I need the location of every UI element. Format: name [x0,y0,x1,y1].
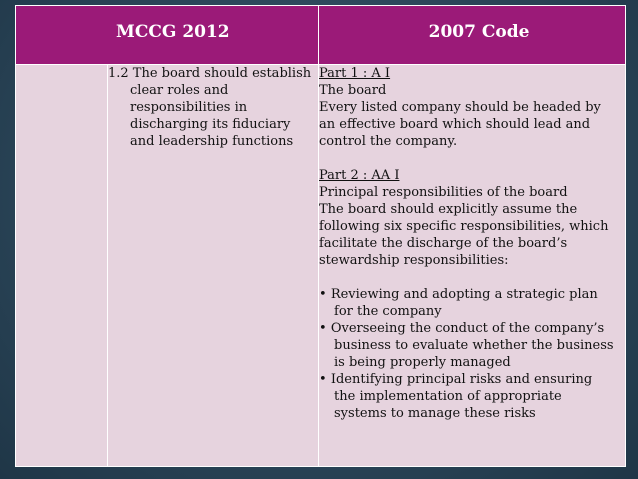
part2-title: Part 2 : AA I [319,168,400,183]
part1-line: The board [319,83,387,98]
header-row [16,6,626,65]
bullet-line: for the company [334,304,442,319]
mccg-line: and leadership functions [130,134,294,149]
blank-cell [16,65,108,467]
part2-line: Principal responsibilities of the board [319,185,568,200]
part1-line: Every listed company should be headed by [319,100,601,115]
mccg-line: responsibilities in [130,100,248,115]
mccg-cell [108,65,319,467]
part1-title: Part 1 : A I [319,66,391,81]
bullet-line: • Identifying principal risks and ensuring [319,372,593,387]
part2-line: following six specific responsibilities, which [319,219,609,234]
body-row [16,65,626,467]
bullet-strategic-plan [319,286,625,320]
bullet-line: the implementation of appropriate [334,389,562,404]
part2-line: stewardship responsibilities: [319,253,509,268]
bullet-line: • Overseeing the conduct of the company’s [319,321,605,336]
bullet-line: • Reviewing and adopting a strategic plan [319,287,598,302]
bullet-line: systems to manage these risks [334,406,536,421]
part2-line: facilitate the discharge of the board’s [319,236,568,251]
code-2007-cell [319,65,626,467]
bullet-line: is being properly managed [334,355,511,370]
bullet-line: business to evaluate whether the business [334,338,614,353]
part2-line: The board should explicitly assume the [319,202,578,217]
bullet-oversee-conduct [319,320,625,371]
mccg-line: discharging its fiduciary [130,117,291,132]
header-mccg: MCCG 2012 [16,6,319,65]
header-2007-code: 2007 Code [319,6,626,65]
bullet-principal-risks [319,371,625,422]
part1-line: control the company. [319,134,458,149]
mccg-line: clear roles and [130,83,229,98]
part1-line: an effective board which should lead and [319,117,591,132]
mccg-line: 1.2 The board should establish [108,66,312,81]
comparison-table [15,5,626,467]
